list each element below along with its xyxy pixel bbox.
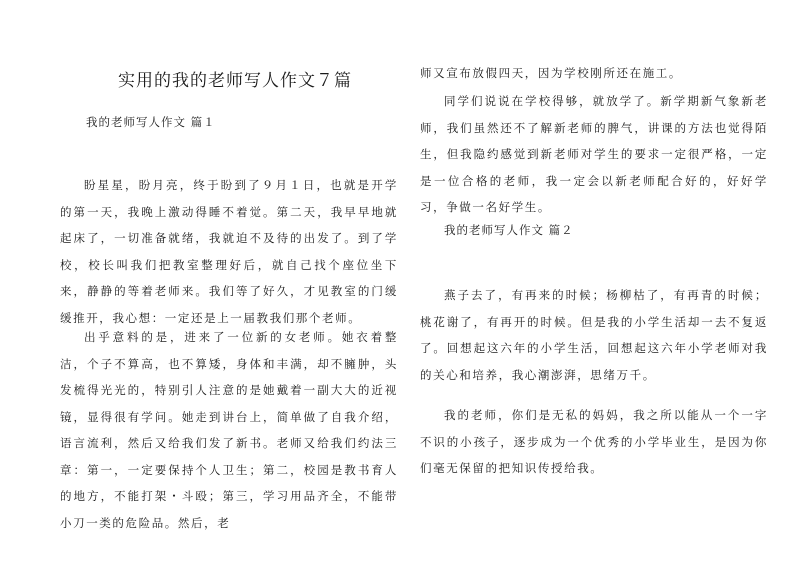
document-title: 实用的我的老师写人作文７篇	[118, 71, 352, 91]
paragraph: 出乎意料的是，进来了一位新的女老师。她衣着整洁，个子不算高，也不算矮，身体和丰满，却不臃肿，头发梳得光光的，特别引人注意的是她戴着一副大大的近视镜，显得很有学问。她走到讲台上，简单做了自我介绍，语言流利，然后又给我们发了新书。老师又给我们约法三章：第一，一定要保持个人卫生；第二，校园是教书育人的地方，不能打架・斗殴；第三，学习用品齐全，不能带小刀一类的危险品。然后，老	[60, 330, 398, 530]
section-heading-1: 我的老师写人作文 篇１	[86, 115, 216, 129]
paragraph: 燕子去了，有再来的时候；杨柳枯了，有再青的时候；桃花谢了，有再开的时候。但是我的小学生活却一去不复返了。回想起这六年的小学生活，回想起这六年小学老师对我的关心和培养，我心潮澎湃，思绪万千。	[420, 288, 768, 382]
paragraph: 师又宣布放假四天，因为学校刚所还在施工。	[420, 66, 682, 80]
section-heading-2: 我的老师写人作文 篇２	[444, 223, 574, 237]
paragraph: 盼星星，盼月亮，终于盼到了９月１日，也就是开学的第一天，我晚上激动得睡不着觉。第二天，我早早地就起床了，一切准备就绪，我就迫不及待的出发了。到了学校，校长叫我们把教室整理好后，就自己找个座位坐下来，静静的等着老师来。我们等了好久，才见教室的门缓缓推开，我心想：一定还是上一届教我们那个老师。	[60, 178, 398, 325]
paragraph: 同学们说说在学校得够，就放学了。新学期新气象新老师，我们虽然还不了解新老师的脾气，讲课的方法也觉得陌生，但我隐约感觉到新老师对学生的要求一定很严格，一定是一位合格的老师，我一定会以新老师配合好的，好好学习，争做一名好学生。	[420, 94, 768, 214]
paragraph: 我的老师，你们是无私的妈妈，我之所以能从一个一字不识的小孩子，逐步成为一个优秀的小学毕业生，是因为你们毫无保留的把知识传授给我。	[420, 408, 768, 475]
